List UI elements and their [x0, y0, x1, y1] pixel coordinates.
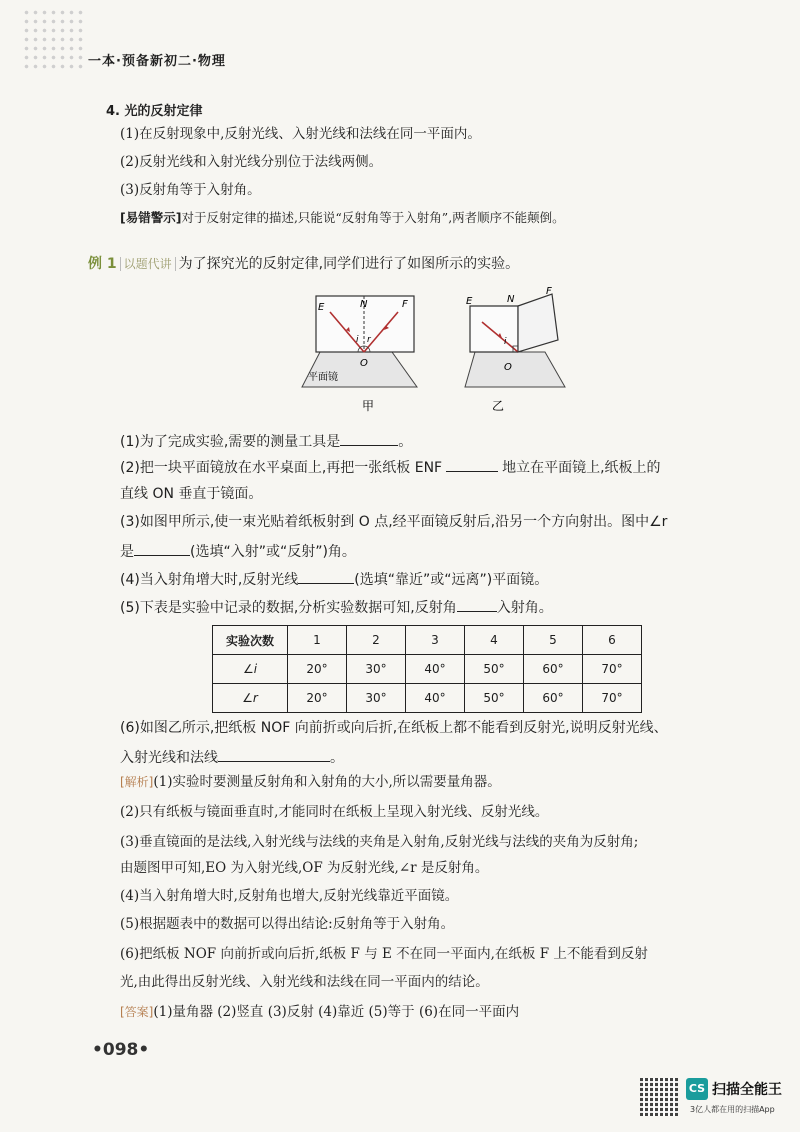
table-header-cell: 实验次数 — [213, 626, 288, 655]
table-header-cell: 4 — [465, 626, 524, 655]
question-4 — [120, 568, 548, 590]
table-header-row — [213, 626, 642, 655]
q6-text-b: 入射光线和法线 — [120, 750, 218, 766]
table-header-cell: 5 — [524, 626, 583, 655]
label-e-left: E — [318, 302, 325, 313]
warning-text: 对于反射定律的描述,只能说“反射角等于入射角”,两者顺序不能颠倒。 — [181, 210, 565, 225]
table-cell: 50° — [465, 655, 524, 684]
label-f-left: F — [402, 299, 408, 310]
question-6: (6)如图乙所示,把纸板 NOF 向前折或向后折,在纸板上都不能看到反射光,说明反射光线、 — [120, 720, 668, 736]
table-cell: 70° — [583, 655, 642, 684]
label-i-right: i — [504, 337, 507, 347]
label-r-left: r — [367, 335, 371, 345]
q4-text: (4)当入射角增大时,反射光线 — [120, 572, 299, 588]
q6-blank — [218, 746, 330, 762]
table-cell: 60° — [524, 655, 583, 684]
table-cell: 30° — [347, 655, 406, 684]
label-o-left: O — [360, 358, 368, 369]
decorative-dots — [22, 8, 84, 70]
table-cell: 30° — [347, 684, 406, 713]
law-point-2: (2)反射光线和入射光线分别位于法线两侧。 — [120, 154, 383, 170]
q4-blank — [298, 568, 354, 584]
table-cell: 60° — [524, 684, 583, 713]
q2-text: (2)把一块平面镜放在水平桌面上,再把一张纸板 ENF — [120, 460, 443, 476]
caption-left: 甲 — [362, 399, 375, 413]
q2-blank — [446, 456, 498, 472]
page-number: •098• — [92, 1040, 150, 1060]
example-heading — [88, 254, 519, 274]
table-cell: ∠i — [213, 655, 288, 684]
q4-text-b: (选填“靠近”或“远离”)平面镜。 — [354, 572, 549, 588]
analysis-line-8: 光,由此得出反射光线、入射光线和法线在同一平面内的结论。 — [120, 974, 489, 990]
table-header-cell: 1 — [288, 626, 347, 655]
q5-text-b: 入射角。 — [496, 600, 553, 616]
section-title: 4. 光的反射定律 — [106, 104, 203, 119]
label-f-right: F — [546, 286, 552, 297]
q6-text-c: 。 — [330, 750, 344, 766]
law-point-3: (3)反射角等于入射角。 — [120, 182, 261, 198]
question-1 — [120, 430, 412, 452]
table-cell: 40° — [406, 655, 465, 684]
q3-text-b: 是 — [120, 544, 134, 560]
table-cell: 70° — [583, 684, 642, 713]
reflection-figure — [300, 282, 590, 422]
question-3: (3)如图甲所示,使一束光贴着纸板射到 O 点,经平面镜反射后,沿另一个方向射出。图中∠r — [120, 514, 668, 530]
table-cell: 40° — [406, 684, 465, 713]
table-cell: 20° — [288, 684, 347, 713]
analysis-text: (1)实验时要测量反射角和入射角的大小,所以需要量角器。 — [153, 774, 501, 790]
table-cell: 50° — [465, 684, 524, 713]
label-i-left: i — [356, 335, 359, 345]
question-6-cont — [120, 746, 344, 768]
app-tagline: 3亿人都在用的扫描App — [690, 1105, 775, 1114]
warning-label: [易错警示] — [120, 210, 182, 225]
table-cell: 20° — [288, 655, 347, 684]
analysis-line-6: (5)根据题表中的数据可以得出结论:反射角等于入射角。 — [120, 916, 455, 932]
q1-text: (1)为了完成实验,需要的测量工具是 — [120, 434, 341, 450]
law-point-1: (1)在反射现象中,反射光线、入射光线和法线在同一平面内。 — [120, 126, 481, 142]
data-table — [212, 625, 642, 713]
analysis-line-4: 由题图甲可知,EO 为入射光线,OF 为反射光线,∠r 是反射角。 — [120, 860, 489, 876]
table-header-cell: 6 — [583, 626, 642, 655]
analysis-line-7: (6)把纸板 NOF 向前折或向后折,纸板 F 与 E 不在同一平面内,在纸板 F 上不能看到反射 — [120, 946, 648, 962]
figure-left — [302, 296, 417, 413]
table-row — [213, 655, 642, 684]
caption-right: 乙 — [492, 399, 505, 413]
label-n-left: N — [360, 299, 368, 310]
qr-code-icon — [640, 1078, 678, 1116]
question-2-cont: 直线 ON 垂直于镜面。 — [120, 486, 263, 502]
book-header: 一本·预备新初二·物理 — [88, 54, 226, 69]
table-header-cell: 2 — [347, 626, 406, 655]
analysis-line-5: (4)当入射角增大时,反射角也增大,反射光线靠近平面镜。 — [120, 888, 459, 904]
app-name: 扫描全能王 — [712, 1082, 782, 1098]
analysis-line-2: (2)只有纸板与镜面垂直时,才能同时在纸板上呈现入射光线、反射光线。 — [120, 804, 549, 820]
question-3-cont — [120, 540, 356, 562]
figure-right — [465, 286, 565, 413]
example-label: 例 1 — [88, 256, 117, 272]
label-mirror: 平面镜 — [308, 372, 338, 383]
q5-blank — [457, 596, 497, 612]
analysis-line-1 — [120, 772, 501, 792]
answer-line — [120, 1002, 519, 1022]
label-n-right: N — [507, 294, 515, 305]
warning-note — [120, 208, 565, 226]
label-o-right: O — [504, 362, 512, 373]
analysis-line-3: (3)垂直镜面的是法线,入射光线与法线的夹角是入射角,反射光线与法线的夹角为反射角; — [120, 834, 639, 850]
answer-label: [答案] — [120, 1005, 154, 1019]
question-2 — [120, 456, 661, 478]
analysis-label: [解析] — [120, 775, 154, 789]
q1-end: 。 — [398, 434, 413, 450]
example-text: 为了探究光的反射定律,同学们进行了如图所示的实验。 — [178, 256, 520, 272]
label-e-right: E — [466, 296, 473, 307]
example-tag: 以题代讲 — [120, 257, 176, 271]
table-row — [213, 684, 642, 713]
q3-blank — [134, 540, 190, 556]
q2-text-b: 地立在平面镜上,纸板上的 — [502, 460, 661, 476]
q5-text: (5)下表是实验中记录的数据,分析实验数据可知,反射角 — [120, 600, 457, 616]
table-header-cell: 3 — [406, 626, 465, 655]
q1-blank — [340, 430, 398, 446]
answer-text: (1)量角器 (2)竖直 (3)反射 (4)靠近 (5)等于 (6)在同一平面内 — [153, 1004, 520, 1020]
table-cell: ∠r — [213, 684, 288, 713]
camscanner-logo-icon: CS — [686, 1078, 708, 1100]
question-5 — [120, 596, 553, 618]
q3-text-c: (选填“入射”或“反射”)角。 — [190, 544, 356, 560]
